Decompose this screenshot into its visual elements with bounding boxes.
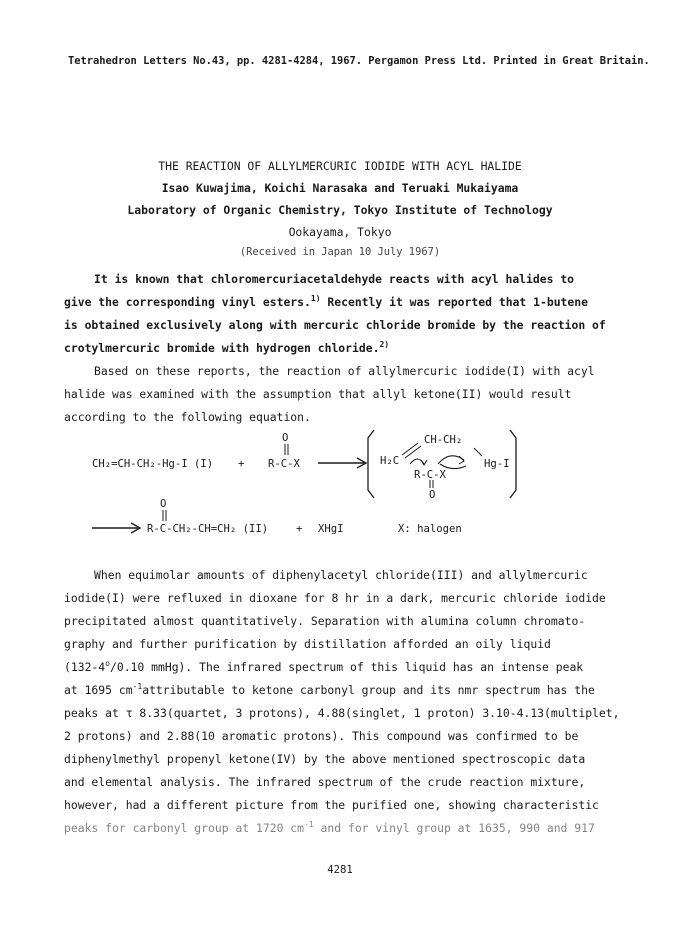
para3-line5: (132-4$^o$/0.10 mmHg). The infrared spectrum of this liquid has an intense peak xyxy=(64,659,584,674)
paper-title: THE REACTION OF ALLYLMERCURIC IODIDE WITH ACYL HALIDE xyxy=(158,159,522,173)
reference-2: 2) xyxy=(379,340,390,350)
page-number: 4281 xyxy=(327,864,353,876)
paper-location: Ookayama, Tokyo xyxy=(288,225,392,239)
acyl-carbonyl-oxygen: O xyxy=(282,432,289,444)
para1-line3: is obtained exclusively along with mercuric chloride bromide by the reaction of xyxy=(64,318,606,332)
para3-line2: iodide(I) were refluxed in dioxane for 8 hr in a dark, mercuric chloride iodide xyxy=(64,591,606,605)
reaction-arrow-2 xyxy=(92,520,144,536)
halogen-note: X: halogen xyxy=(398,523,462,535)
para1-line4: crotylmercuric bromide with hydrogen chloride.$^{2)}$ xyxy=(64,340,390,355)
paper-authors: Isao Kuwajima, Koichi Narasaka and Teruaki Mukaiyama xyxy=(161,181,519,195)
reaction-arrow-1 xyxy=(318,455,370,471)
para3-line11: however, had a different picture from the purified one, showing characteristic xyxy=(64,798,599,812)
para2-line2: halide was examined with the assumption that allyl ketone(II) would result xyxy=(64,387,572,401)
paper-affiliation: Laboratory of Organic Chemistry, Tokyo Institute of Technology xyxy=(127,203,553,217)
intermediate-h2c: H₂C xyxy=(380,455,400,467)
para3-line7: peaks at τ 8.33(quartet, 3 protons), 4.88(singlet, 1 proton) 3.10-4.13(multiplet, xyxy=(64,706,620,720)
acyl-double-bond xyxy=(282,444,292,456)
para1-line1: It is known that chloromercuriacetaldehyde reacts with acyl halides to xyxy=(94,272,575,286)
journal-header: Tetrahedron Letters No.43, pp. 4281-4284, 1967. Pergamon Press Ltd. Printed in Great Britain. xyxy=(68,55,650,67)
reactant-allylmercuric-iodide: CH₂=CH-CH₂-Hg-I (I) xyxy=(92,458,214,470)
product-carbonyl-oxygen: O xyxy=(160,498,167,510)
plus-sign-1: + xyxy=(238,458,245,470)
para3-line1: When equimolar amounts of diphenylacetyl chloride(III) and allylmercuric xyxy=(94,568,588,582)
para3-line12: peaks for carbonyl group at 1720 $cm^{-1}$ and for vinyl group at 1635, 990 and 917 xyxy=(64,820,595,835)
byproduct-xhgi: XHgI xyxy=(318,523,344,535)
intermediate-oxygen: O xyxy=(429,489,436,501)
product-allyl-ketone: R-C-CH₂-CH=CH₂ (II) xyxy=(147,523,269,535)
para2-line3: according to the following equation. xyxy=(64,410,311,424)
plus-sign-2: + xyxy=(296,523,303,535)
para3-line9: diphenylmethyl propenyl ketone(IV) by the above mentioned spectroscopic data xyxy=(64,752,586,766)
para1-line2: give the corresponding vinyl esters.$^{1)}$ Recently it was reported that 1-butene xyxy=(64,294,588,309)
received-date: (Received in Japan 10 July 1967) xyxy=(239,246,441,258)
para3-line10: and elemental analysis. The infrared spectrum of the crude reaction mixture, xyxy=(64,775,586,789)
para3-line3: precipitated almost quantitatively. Separation with alumina column chromato- xyxy=(64,614,586,628)
intermediate-hg-i: Hg-I xyxy=(484,458,510,470)
product-double-bond xyxy=(160,510,170,522)
para2-line1: Based on these reports, the reaction of allylmercuric iodide(I) with acyl xyxy=(94,364,595,378)
reference-1: 1) xyxy=(310,294,321,304)
intermediate-ch-ch2: CH-CH₂ xyxy=(424,434,463,446)
acyl-halide: R-C-X xyxy=(268,458,300,470)
para3-line6: at 1695 $cm^{-1}attributable$ to ketone carbonyl group and its nmr spectrum has the xyxy=(64,682,595,697)
intermediate-acyl: R-C-X xyxy=(414,469,446,481)
para3-line4: graphy and further purification by distillation afforded an oily liquid xyxy=(64,637,551,651)
para3-line8: 2 protons) and 2.88(10 aromatic protons). This compound was confirmed to be xyxy=(64,729,579,743)
